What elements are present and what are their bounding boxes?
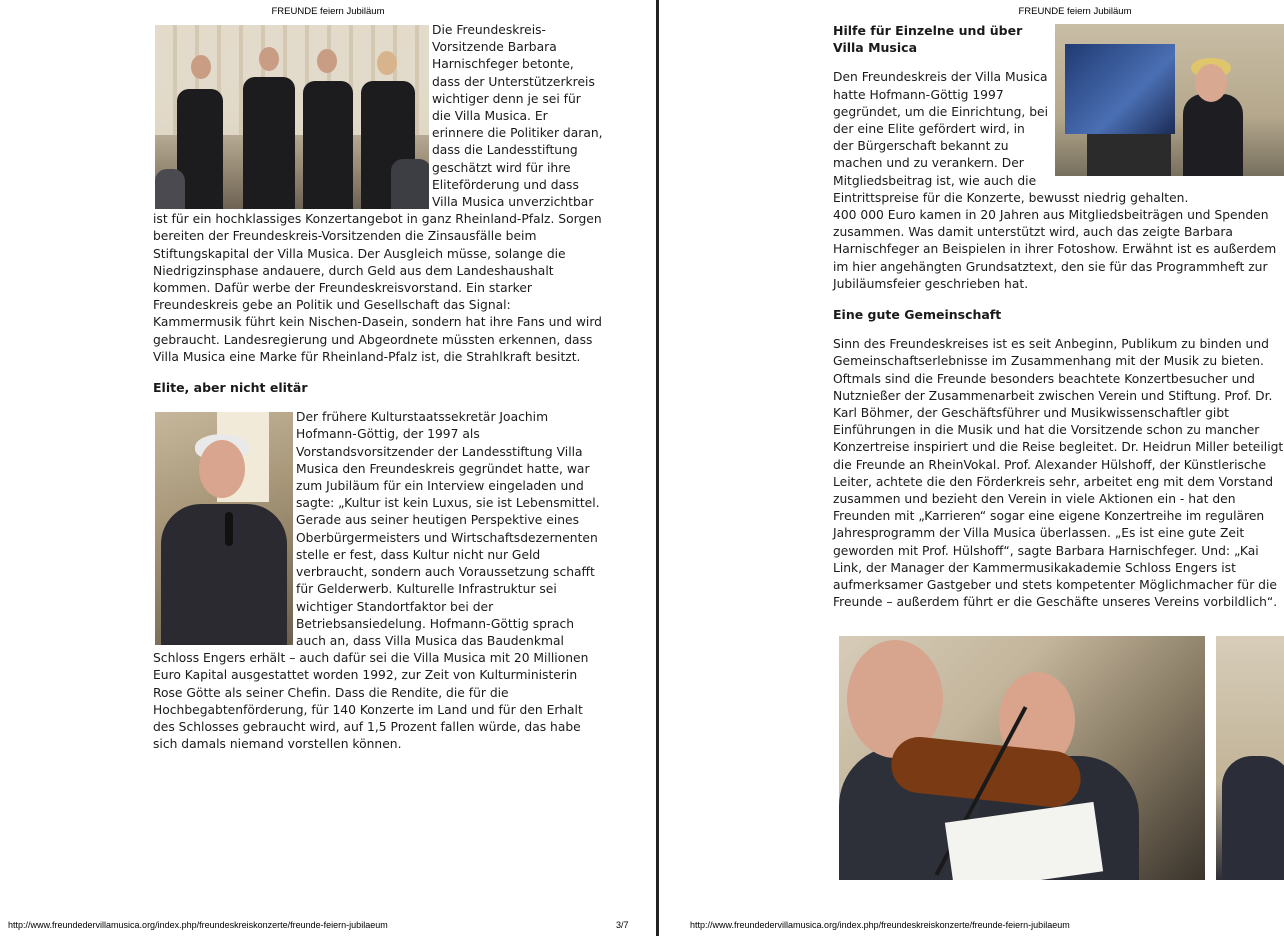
section-heading-gemeinschaft: Eine gute Gemeinschaft bbox=[833, 307, 1002, 323]
section-heading-hilfe: Hilfe für Einzelne und über Villa Musica bbox=[833, 23, 1023, 56]
photo-violinists bbox=[839, 636, 1205, 880]
section-heading-elite: Elite, aber nicht elitär bbox=[153, 380, 308, 396]
photo-presenter-at-screen bbox=[1055, 24, 1284, 176]
photo-speaker-with-microphone bbox=[155, 412, 293, 645]
article-column-left bbox=[153, 22, 603, 753]
running-head: FREUNDE feiern Jubiläum bbox=[271, 6, 385, 17]
running-head: FREUNDE feiern Jubiläum bbox=[1018, 6, 1132, 17]
paragraph-1: Die Freundeskreis-Vorsitzende Barbara Harnischfeger betonte, dass der Unterstützerkreis wichtiger denn je sei für die Villa Musica. Er erinnere die Politiker daran, dass die Landesstiftung geschätzt wird für ihre Eliteförderung und dass Villa Musica unverzichtbar ist für ein hochklassiges Konzertangebot in ganz Rheinland-Pfalz. Sorgen bereiten der Freundeskreis-Vorsitzenden die Zinsausfälle beim Stiftungskapital der Villa Musica. Der Ausgleich müsse, solange die Niedrigzinsphase andauere, durch Geld aus dem Landeshaushalt kommen. Dafür werbe der Freundeskreisvorstand. Ein starker Freundeskreis gebe an Politik und Gesellschaft das Signal: Kammermusik führt kein Nischen-Dasein, sondern hat ihre Fans und wird gebraucht. Landesregierung und Abgeordnete müssten erkennen, dass Villa Musica eine Marke für Rheinland-Pfalz ist, die Strahlkraft besitzt. bbox=[153, 23, 603, 364]
paragraph-2: Der frühere Kulturstaatssekretär Joachim Hofmann-Göttig, der 1997 als Vorstandsvorsitzender der Landesstiftung Villa Musica den Freundeskreis gegründet hatte, war zum Jubiläum für ein Interview eingeladen und sagte: „Kultur ist kein Luxus, sie ist Lebensmittel. Gerade aus seiner heutigen Perspektive eines Oberbürgermeisters und Wirtschaftsdezernenten stelle er fest, dass Kultur nicht nur Geld verbraucht, sondern auch Voraussetzung schafft für Gelderwerb. Kulturelle Infrastruktur sei wichtiger Standortfaktor bei der Betriebsansiedelung. Hofmann-Göttig sprach auch an, dass Villa Musica das Baudenkmal Schloss Engers erhält – auch dafür sei die Villa Musica mit 20 Millionen Euro Kapital ausgestattet worden 1992, zur Zeit von Kulturministerin Rose Götte als seiner Chefin. Dass die Rendite, die für die Hochbegabtenförderung, für 140 Konzerte im Land und für den Erhalt des Schlosses gebraucht wird, auf 1,5 Prozent fallen würde, das habe sich damals niemand vorstellen können. bbox=[153, 410, 600, 752]
page-divider bbox=[656, 0, 659, 936]
paragraph-4: 400 000 Euro kamen in 20 Jahren aus Mitgliedsbeiträgen und Spenden zusammen. Was damit unterstützt wird, auch das zeigte Barbara Harnischfeger an Beispielen in ihrer Fotoshow. Erwähnt ist es außerdem im hier angehängten Grundsatztext, den sie für das Programmheft zur Jubiläumsfeier geschrieben hat. bbox=[833, 208, 1277, 291]
footer-url: http://www.freundedervillamusica.org/index.php/freundeskreiskonzerte/freunde-feiern-jubilaeum bbox=[8, 920, 388, 930]
footer-url: http://www.freundedervillamusica.org/index.php/freundeskreiskonzerte/freunde-feiern-jubilaeum bbox=[690, 920, 1070, 930]
paragraph-3: Den Freundeskreis der Villa Musica hatte Hofmann-Göttig 1997 gegründet, um die Einrichtung, bei der eine Elite gefördert wird, in der Bürgerschaft bekannt zu machen und zu verankern. Der Mitgliedsbeitrag ist, wie auch die Eintrittspreise für die Konzerte, bewusst niedrig gehalten. bbox=[833, 70, 1189, 205]
paragraph-5: Sinn des Freundeskreises ist es seit Anbeginn, Publikum zu binden und Gemeinschaftserlebnisse im Zusammenhang mit der Musik zu bieten. Oftmals sind die Freunde besonders beachtete Konzertbesucher und Nutznießer der Zusammenarbeit zwischen Verein und Stiftung. Prof. Dr. Karl Böhmer, der Geschäftsführer und Musikwissenschaftler gibt Einführungen in die Musik und hat die Vorsitzende schon zu mancher Konzertreise inspiriert und die Reise begleitet. Dr. Heidrun Miller beteiligt die Freunde an RheinVokal. Prof. Alexander Hülshoff, der Künstlerische Leiter, achtete die den Förderkreis sehr, arbeitet eng mit dem Vorstand zusammen und bezieht den Verein in viele Aktionen ein - hat den Freunden mit „Karrieren“ sogar eine eigene Konzertreihe im regulären Jahresprogramm der Villa Musica überlassen. „Es ist eine gute Zeit geworden mit Prof. Hülshoff“, sagte Barbara Harnischfeger. Und: „Kai Link, der Manager der Kammermusikakademie Schloss Engers ist aufmerksamer Gastgeber und stets kompetenter Möglichmacher für die Freunde – außerdem führt er die Geschäfte unseres Vereins vorbildlich“. bbox=[833, 337, 1284, 610]
photo-speakers-on-stage bbox=[155, 25, 429, 209]
page-number: 3/7 bbox=[616, 920, 629, 930]
photo-cropped-edge bbox=[1216, 636, 1284, 880]
article-column-right bbox=[833, 22, 1284, 612]
